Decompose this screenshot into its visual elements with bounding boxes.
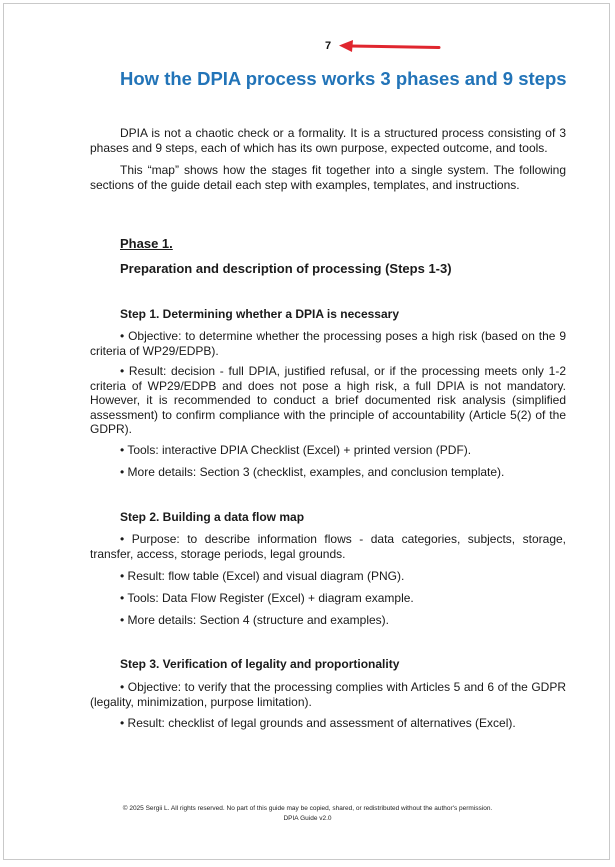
step-3-bullet-result: • Result: checklist of legal grounds and assessment of alternatives (Excel). bbox=[120, 716, 516, 730]
phase-title: Preparation and description of processing (Steps 1-3) bbox=[120, 261, 452, 276]
step-1-heading: Step 1. Determining whether a DPIA is necessary bbox=[120, 307, 399, 321]
step-1-bullet-result: • Result: decision - full DPIA, justified refusal, or if the processing meets only 1-2 criteria of WP29/EDPB and does not pose a high risk, a full DPIA is not mandatory. However, it is recommended to conduct a brief documented risk analysis (simplified assessment) to confirm compliance with the principle of accountability (Article 5(2) of the GDPR). bbox=[90, 364, 566, 436]
page-number: 7 bbox=[325, 40, 332, 52]
step-2-bullet-result: • Result: flow table (Excel) and visual diagram (PNG). bbox=[120, 569, 405, 583]
step-3-bullet-objective: • Objective: to verify that the processing complies with Articles 5 and 6 of the GDPR (legality, minimization, purpose limitation). bbox=[90, 680, 566, 709]
step-1-bullet-objective: • Objective: to determine whether the processing poses a high risk (based on the 9 criteria of WP29/EDPB). bbox=[90, 329, 566, 358]
step-2-heading: Step 2. Building a data flow map bbox=[120, 510, 305, 524]
step-2-bullet-purpose: • Purpose: to describe information flows - data categories, subjects, storage, transfer, access, storage periods, legal grounds. bbox=[90, 532, 566, 561]
footer-copyright: © 2025 Sergii L. All rights reserved. No part of this guide may be copied, shared, or redistributed without the author's permission. bbox=[122, 805, 493, 812]
footer-version: DPIA Guide v2.0 bbox=[283, 815, 332, 822]
step-2-bullet-details: • More details: Section 4 (structure and examples). bbox=[120, 613, 389, 627]
step-2-bullet-tools: • Tools: Data Flow Register (Excel) + diagram example. bbox=[120, 591, 414, 605]
red-arrow-annotation-icon bbox=[338, 38, 442, 54]
intro-paragraph-2: This “map” shows how the stages fit together into a single system. The following sections of the guide detail each step with examples, templates, and instructions. bbox=[90, 163, 566, 192]
step-3-heading: Step 3. Verification of legality and proportionality bbox=[120, 657, 400, 671]
step-1-bullet-details: • More details: Section 3 (checklist, examples, and conclusion template). bbox=[120, 465, 505, 479]
phase-label: Phase 1. bbox=[120, 236, 173, 251]
step-1-bullet-tools: • Tools: interactive DPIA Checklist (Excel) + printed version (PDF). bbox=[120, 443, 472, 457]
intro-paragraph-1: DPIA is not a chaotic check or a formality. It is a structured process consisting of 3 phases and 9 steps, each of which has its own purpose, expected outcome, and tools. bbox=[90, 126, 566, 155]
page-title: How the DPIA process works 3 phases and 9 steps bbox=[120, 68, 567, 89]
